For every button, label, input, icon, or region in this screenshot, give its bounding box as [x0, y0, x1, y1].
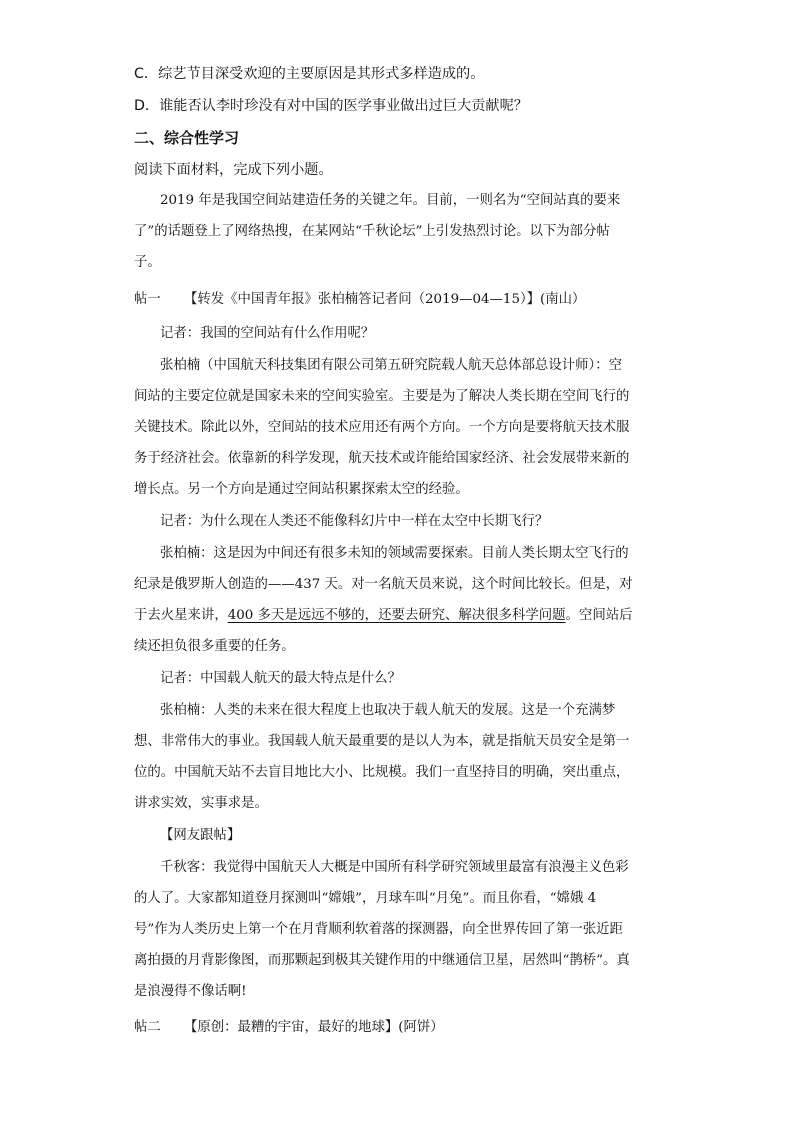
- post2-label: 帖二: [134, 1020, 161, 1035]
- section-heading: 二、综合性学习: [134, 129, 240, 147]
- reporter-question-2: 记者：为什么现在人类还不能像科幻片中一样在太空中长期飞行？: [160, 514, 549, 529]
- followup-line-4: 离拍摄的月背影像图，而那颗起到极其关键作用的中继通信卫星，居然叫“鹊桥”。真: [134, 953, 630, 968]
- section-instruction: 阅读下面材料，完成下列小题。: [134, 162, 333, 178]
- followup-label: 【网友跟帖】: [160, 828, 241, 843]
- answer-1-line-3: 关键技术。除此以外，空间站的技术应用还有两个方向。一个方向是要将航天技术服: [134, 420, 630, 435]
- followup-line-2: 的人了。大家都知道登月探测叫“嫦娥”，月球车叫“月兔”。而且你看，“嫦娥 4: [134, 891, 597, 906]
- post2-title: 【原创：最糟的宇宙，最好的地球】(阿饼）: [184, 1020, 444, 1035]
- answer-1-line-2: 间站的主要定位就是国家未来的空间实验室。主要是为了解决人类长期在空间飞行的: [134, 389, 630, 404]
- reporter-question-3: 记者：中国载人航天的最大特点是什么？: [160, 671, 402, 686]
- answer-3-line-2: 想、非常伟大的事业。我国载人航天最重要的是以人为本，就是指航天员安全是第一: [134, 734, 630, 749]
- post1-label: 帖一: [134, 292, 161, 307]
- option-d: D．谁能否认李时珍没有对中国的医学事业做出过巨大贡献呢？: [134, 98, 528, 114]
- answer-1-line-4: 务于经济社会。依靠新的科学发现，航天技术或许能给国家经济、社会发展带来新的: [134, 451, 630, 466]
- answer-2-line-3: [134, 606, 633, 626]
- intro-line-2: 了”的话题登上了网络热搜，在某网站“千秋论坛”上引发热烈讨论。以下为部分帖: [134, 224, 610, 239]
- answer-1-line-1: 张柏楠（中国航天科技集团有限公司第五研究院载人航天总体部总设计师）：空: [160, 358, 622, 373]
- underlined-sentence: 400 多天是远远不够的，还要去研究、解决很多科学问题: [227, 608, 566, 623]
- followup-line-5: 是浪漫得不像话啊!: [134, 984, 247, 999]
- intro-line-3: 子。: [134, 255, 161, 270]
- intro-line-1: 2019 年是我国空间站建造任务的关键之年。目前，一则名为“空间站真的要来: [160, 193, 621, 208]
- reporter-question-1: 记者：我国的空间站有什么作用呢？: [160, 326, 375, 341]
- followup-line-1: 千秋客：我觉得中国航天人大概是中国所有科学研究领域里最富有浪漫主义色彩: [160, 860, 629, 875]
- answer-3-line-1: 张柏楠：人类的未来在很大程度上也取决于载人航天的发展。这是一个充满梦: [160, 703, 616, 718]
- answer-2-line-1: 张柏楠：这是因为中间还有很多未知的领域需要探索。目前人类长期太空飞行的: [160, 546, 629, 561]
- answer-3-line-3: 位的。中国航天站不去盲目地比大小、比规模。我们一直坚持目的明确，突出重点，: [134, 765, 630, 780]
- answer-2-line-2: 纪录是俄罗斯人创造的——437 天。对一名航天员来说，这个时间比较长。但是，对: [134, 577, 633, 592]
- answer-1-line-5: 增长点。另一个方向是通过空间站积累探索太空的经验。: [134, 482, 469, 497]
- answer-3-line-4: 讲求实效，实事求是。: [134, 796, 268, 811]
- followup-line-3: 号”作为人类历史上第一个在月背顺利软着落的探测器，向全世界传回了第一张近距: [134, 922, 623, 937]
- option-c: C．综艺节目深受欢迎的主要原因是其形式多样造成的。: [134, 66, 485, 82]
- post1-title: 【转发《中国青年报》张柏楠答记者问（2019—04—15）】(南山）: [184, 292, 586, 307]
- answer-2-line-3-post: 。空间站后: [565, 608, 633, 623]
- answer-2-line-4: 续还担负很多重要的任务。: [134, 639, 295, 654]
- answer-2-line-3-pre: 于去火星来讲，: [134, 608, 228, 623]
